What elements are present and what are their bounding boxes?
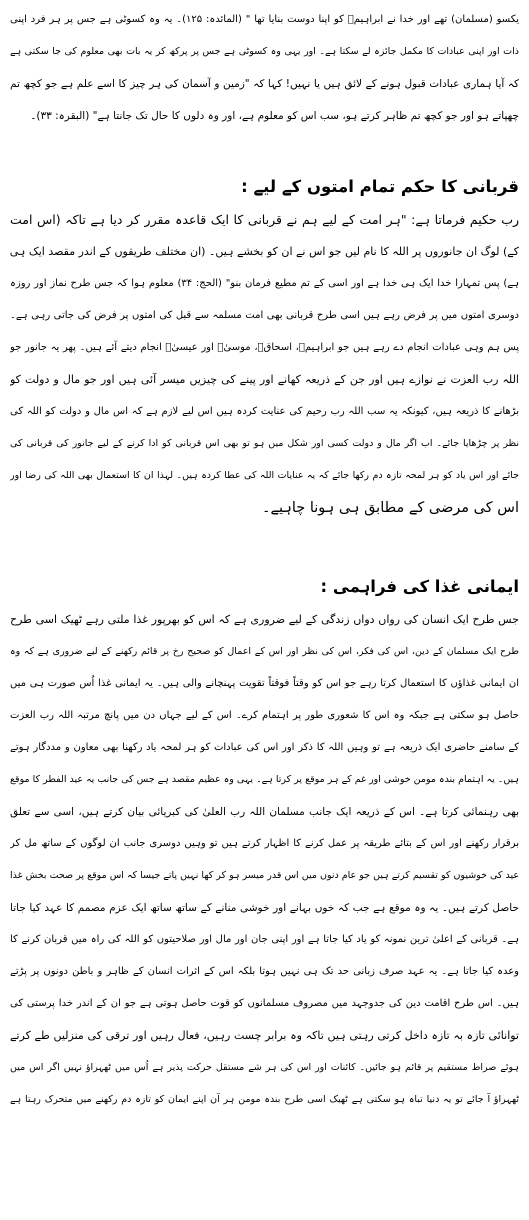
text-line: کے سامنے حاضری ایک ذریعہ ہے تو وہیں اللہ کا ذکر اور اس کی عبادات کو ہر لمحہ یاد رکھنا بھی معاون و مددگار ہوتے	[10, 742, 519, 753]
text-line: برقرار رکھنے اور اس کے بتائے طریقہ پر عمل کرنے کا اظہار کرتے ہیں تو وہیں دوسری جانب ان لوگوں کے ساتھ مل کر	[10, 838, 519, 849]
text-line: بھی رہنمائی کرتا ہے۔ اس کے ذریعہ ایک جانب مسلمان اللہ رب العلیٰ کی کبریائی بیان کرتے ہیں، اسی سے تعلق	[10, 806, 519, 818]
spiritual-food-paragraph	[10, 604, 519, 1116]
text-line: ان ایمانی غذاؤں کا استعمال کرتا رہے جو اس کو وقتاً فوقتاً تقویت پہنچانے والی ہیں۔ یہ ایمانی غذا اُس صورت ہی میں	[10, 678, 519, 689]
text-line: ہے) پس تمہارا خدا ایک ہی خدا ہے اور اسی کے تم مطیع فرمان بنو" (الحج: ۳۴) معلوم ہوا کہ جس طرح نماز اور روزہ	[10, 278, 519, 289]
text-line: کہ آیا ہماری عبادات قبول ہونے کے لائق ہیں یا نہیں! کہا کہ "زمین و آسمان کی ہر چیز کا اسے علم ہے جو کچھ تم	[10, 78, 519, 90]
text-line: توانائی تازہ بہ تازہ داخل کرتی رہتی ہیں تاکہ وہ برابر چست رہیں، فعال رہیں اور ترقی کی منزلیں طے کرتے	[10, 1029, 519, 1042]
text-line: اللہ رب العزت نے نوازے ہیں اور جن کے ذریعہ کھانے اور پینے کی چیزیں میسر آئی ہیں اور جو مال و دولت کو	[10, 373, 519, 386]
section-heading-sacrifice: قربانی کا حکم تمام امتوں کے لیے :	[241, 177, 519, 196]
text-line: جس طرح ایک انسان کی رواں دواں زندگی کے لیے ضروری ہے کہ اس کو بھرپور غذا ملتی رہے ٹھیک اسی طرح	[10, 613, 519, 626]
sacrifice-paragraph	[10, 204, 519, 524]
text-line: حاصل ہو سکتی ہے جبکہ وہ اس کا شعوری طور پر اہتمام کرے۔ اس کے لیے جہاں دن میں پانچ مرتبہ اللہ رب العزت	[10, 710, 519, 721]
text-line: چھپاتے ہو اور جو کچھ تم ظاہر کرتے ہو، سب اس کو معلوم ہے، اور وہ دلوں کا حال تک جانتا ہے" (البقرہ: ۳۳)۔	[30, 110, 519, 122]
text-line: طرح ایک مسلمان کے دین، اس کی فکر، اس کی نظر اور اس کے اعمال کو صحیح رخ پر قائم رکھنے کے لیے ضروری ہے کہ وہ	[10, 646, 519, 657]
text-line: ہیں۔ اس طرح اقامت دین کی جدوجہد میں مصروف مسلمانوں کو قوت حاصل ہوتی ہے جو ان کے اندر خدا پرستی کی	[10, 998, 519, 1009]
text-line: ہے۔ قربانی کے اعلیٰ ترین نمونہ کو یاد کیا جاتا ہے اور اپنی جان اور مال اور صلاحیتوں کو اللہ کی راہ میں قربان کرنے کا	[10, 934, 519, 945]
text-line: پس ہم وہی عبادات انجام دے رہے ہیں جو ابراہیمؑ، اسحاقؑ، موسیٰؑ اور عیسیٰؑ انجام دیتے آئے ہیں۔ پھر یہ جانور جو	[10, 342, 519, 353]
text-line: عید کی خوشیوں کو تقسیم کرتے ہیں جو عام دنوں میں اس قدر میسر ہو کر کھا نہیں پاتے جیسا کہ اس موقع پر صحت بخش غذا	[10, 870, 519, 881]
text-line: دوسری امتوں میں پر فرض رہے ہیں اسی طرح قربانی بھی امت مسلمہ سے قبل کی امتوں پر فرض کی جاتی رہی ہے۔	[10, 310, 519, 321]
text-line: ٹھہراؤ آ جائے تو یہ دنیا تباہ ہو سکتی ہے ٹھیک اسی طرح بندہ مومن ہر آن اپنے ایمان کو تازہ دم رکھنے میں متحرک رہتا ہے	[10, 1094, 519, 1105]
text-line: ہیں۔ یہ اہتمام بندہ مومن خوشی اور غم کے ہر موقع پر کرتا ہے۔ یہی وہ عظیم مقصد ہے جس کی جانب یہ عید الفطر کا موقع	[10, 774, 519, 785]
intro-paragraph	[10, 4, 519, 132]
text-line: حاصل کرتے ہیں۔ یہ وہ موقع ہے جب کہ خوں بہانے اور خوشی منانے کے ساتھ ساتھ ایک عزم مصمم کا عہد کیا جاتا	[10, 902, 519, 914]
text-line: ذات اور اپنی عبادات کا مکمل جائزہ لے سکتا ہے۔ اور یہی وہ کسوٹی ہے جس پر پرکھ کر یہ بات بھی معلوم کی جا سکتی ہے	[10, 46, 519, 57]
text-line: اس کی مرضی کے مطابق ہی ہونا چاہیے۔	[261, 500, 519, 516]
text-line: وعدہ کیا جاتا ہے۔ یہ عہد صرف زبانی حد تک ہی نہیں ہوتا بلکہ اس کے اثرات انسان کے ظاہر و باطن دونوں پر پڑتے	[10, 966, 519, 977]
text-line: رب حکیم فرماتا ہے: "ہر امت کے لیے ہم نے قربانی کا ایک قاعدہ مقرر کر دیا ہے تاکہ (اس امت	[10, 212, 519, 227]
text-line: یکسو (مسلمان) تھے اور خدا نے ابراہیمؑ کو اپنا دوست بنایا تھا " (المائدہ: ۱۲۵)۔ یہ وہ کسوٹی ہے جس پر ہر فرد اپنی	[10, 14, 519, 25]
text-line: نظر پر چڑھایا جائے۔ اب اگر مال و دولت کسی اور شکل میں ہو تو بھی اس قربانی کو ادا کرنے کے لیے جانور کی قربانی کی	[10, 438, 519, 449]
text-line: ہوئے صراط مستقیم پر قائم ہو جائیں۔ کائنات اور اس کی ہر شے مستقل حرکت پذیر ہے اُس میں ٹھہراؤ نہیں اگر اس میں	[10, 1062, 519, 1073]
text-line: بڑھانے کا ذریعہ ہیں، کیونکہ یہ سب اللہ رب رحیم کی عنایت کردہ ہیں اس لیے لازم ہے کہ اس مال و دولت کو اللہ کی	[10, 406, 519, 417]
section-heading-spiritual-food: ایمانی غذا کی فراہمی :	[320, 577, 519, 596]
text-line: کے) لوگ ان جانوروں پر اللہ کا نام لیں جو اس نے ان کو بخشے ہیں۔ (ان مختلف طریقوں کے اندر مقصد ایک ہی	[10, 245, 519, 258]
text-line: جائے اور اس یاد کو ہر لمحہ تازہ دم رکھا جائے کہ یہ عنایات اللہ کی عطا کردہ ہیں۔ لہذا ان کا استعمال بھی اللہ کی رضا اور	[10, 470, 519, 481]
